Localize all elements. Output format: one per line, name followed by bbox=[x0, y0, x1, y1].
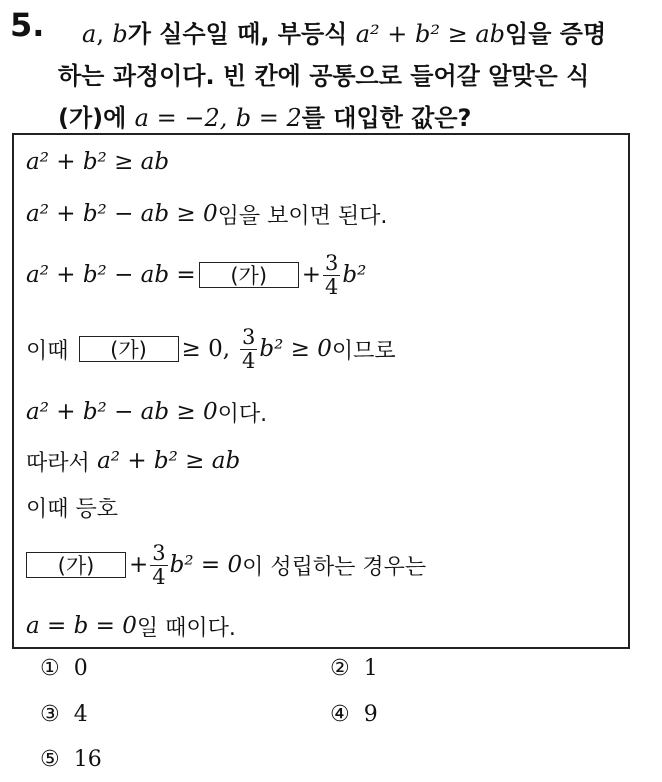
question-line-1 bbox=[82, 14, 606, 49]
fraction-denominator: 4 bbox=[324, 274, 339, 299]
math-expr: a² + b² ≥ ab bbox=[26, 149, 170, 175]
choice-marker: ④ bbox=[330, 702, 350, 727]
proof-line-9 bbox=[26, 609, 236, 643]
choice-value: 1 bbox=[363, 656, 378, 681]
proof-line-3 bbox=[26, 247, 366, 303]
proof-text: 일 때이다. bbox=[136, 615, 236, 641]
proof-text: 이므로 bbox=[331, 338, 396, 364]
fraction-numerator: 3 bbox=[242, 325, 256, 350]
plus-sign: + bbox=[301, 262, 321, 288]
question-text-cont: 임을 증명 bbox=[505, 20, 607, 48]
choice-marker: ① bbox=[40, 656, 60, 681]
var-b: b bbox=[112, 20, 128, 48]
question-number: 5. bbox=[10, 6, 45, 44]
choice-2[interactable] bbox=[330, 656, 378, 681]
question-text: (가)에 bbox=[58, 104, 127, 132]
var-a: a bbox=[82, 20, 97, 48]
blank-ga: (가) bbox=[26, 552, 126, 578]
fraction bbox=[150, 542, 167, 587]
a-value-expr: a = −2, bbox=[134, 104, 228, 132]
inequality-expr: a² + b² ≥ ab bbox=[355, 20, 506, 48]
proof-line-2 bbox=[26, 197, 387, 231]
math-expr: a² + b² − ab ≥ 0 bbox=[26, 399, 218, 425]
b-value-expr: b = 2 bbox=[235, 104, 302, 132]
math-expr: a² + b² − ab ≥ 0 bbox=[26, 201, 218, 227]
proof-line-1 bbox=[26, 145, 169, 179]
math-expr: a² + b² ≥ ab bbox=[97, 448, 241, 474]
choice-value: 9 bbox=[363, 702, 378, 727]
fraction bbox=[240, 326, 257, 371]
choice-value: 0 bbox=[73, 656, 88, 681]
math-expr: b² ≥ 0 bbox=[259, 336, 332, 362]
choice-4[interactable] bbox=[330, 702, 378, 727]
choice-3[interactable] bbox=[40, 702, 88, 727]
question-text-cont: 를 대입한 값은? bbox=[301, 104, 472, 132]
choice-value: 16 bbox=[73, 747, 102, 772]
proof-line-4 bbox=[26, 321, 396, 377]
blank-ga: (가) bbox=[199, 262, 299, 288]
math-expr: b² = 0 bbox=[169, 552, 243, 578]
proof-text: 따라서 bbox=[26, 450, 90, 476]
proof-line-8 bbox=[26, 537, 426, 593]
proof-text: 이 성립하는 경우는 bbox=[242, 554, 427, 580]
fraction-numerator: 3 bbox=[324, 251, 339, 276]
proof-text: 이다. bbox=[217, 401, 268, 427]
choice-5[interactable] bbox=[40, 747, 102, 772]
choice-1[interactable] bbox=[40, 656, 88, 681]
proof-text: 이때 bbox=[26, 338, 69, 364]
question-text: 가 실수일 때, 부등식 bbox=[127, 20, 348, 48]
choice-marker: ⑤ bbox=[40, 747, 60, 772]
fraction bbox=[323, 252, 340, 297]
fraction-denominator: 4 bbox=[152, 564, 166, 589]
math-expr: ≥ 0, bbox=[181, 336, 231, 362]
math-expr: b² bbox=[342, 262, 367, 288]
fraction-numerator: 3 bbox=[152, 541, 166, 566]
proof-line-7 bbox=[26, 490, 118, 524]
question-line-3 bbox=[58, 98, 471, 133]
choice-marker: ② bbox=[330, 656, 350, 681]
choice-marker: ③ bbox=[40, 702, 60, 727]
question-line-2: 하는 과정이다. 빈 칸에 공통으로 들어갈 알맞은 식 bbox=[58, 62, 590, 90]
proof-line-5 bbox=[26, 395, 267, 429]
fraction-denominator: 4 bbox=[242, 348, 256, 373]
comma: , bbox=[96, 20, 104, 48]
blank-ga: (가) bbox=[79, 336, 179, 362]
proof-text: 이때 등호 bbox=[26, 496, 119, 522]
choice-value: 4 bbox=[73, 702, 88, 727]
plus-sign: + bbox=[129, 552, 149, 578]
math-expr: a = b = 0 bbox=[26, 613, 137, 639]
proof-box bbox=[12, 133, 630, 649]
math-expr: a² + b² − ab = bbox=[26, 262, 196, 288]
proof-text: 임을 보이면 된다. bbox=[217, 203, 388, 229]
proof-line-6 bbox=[26, 444, 240, 478]
